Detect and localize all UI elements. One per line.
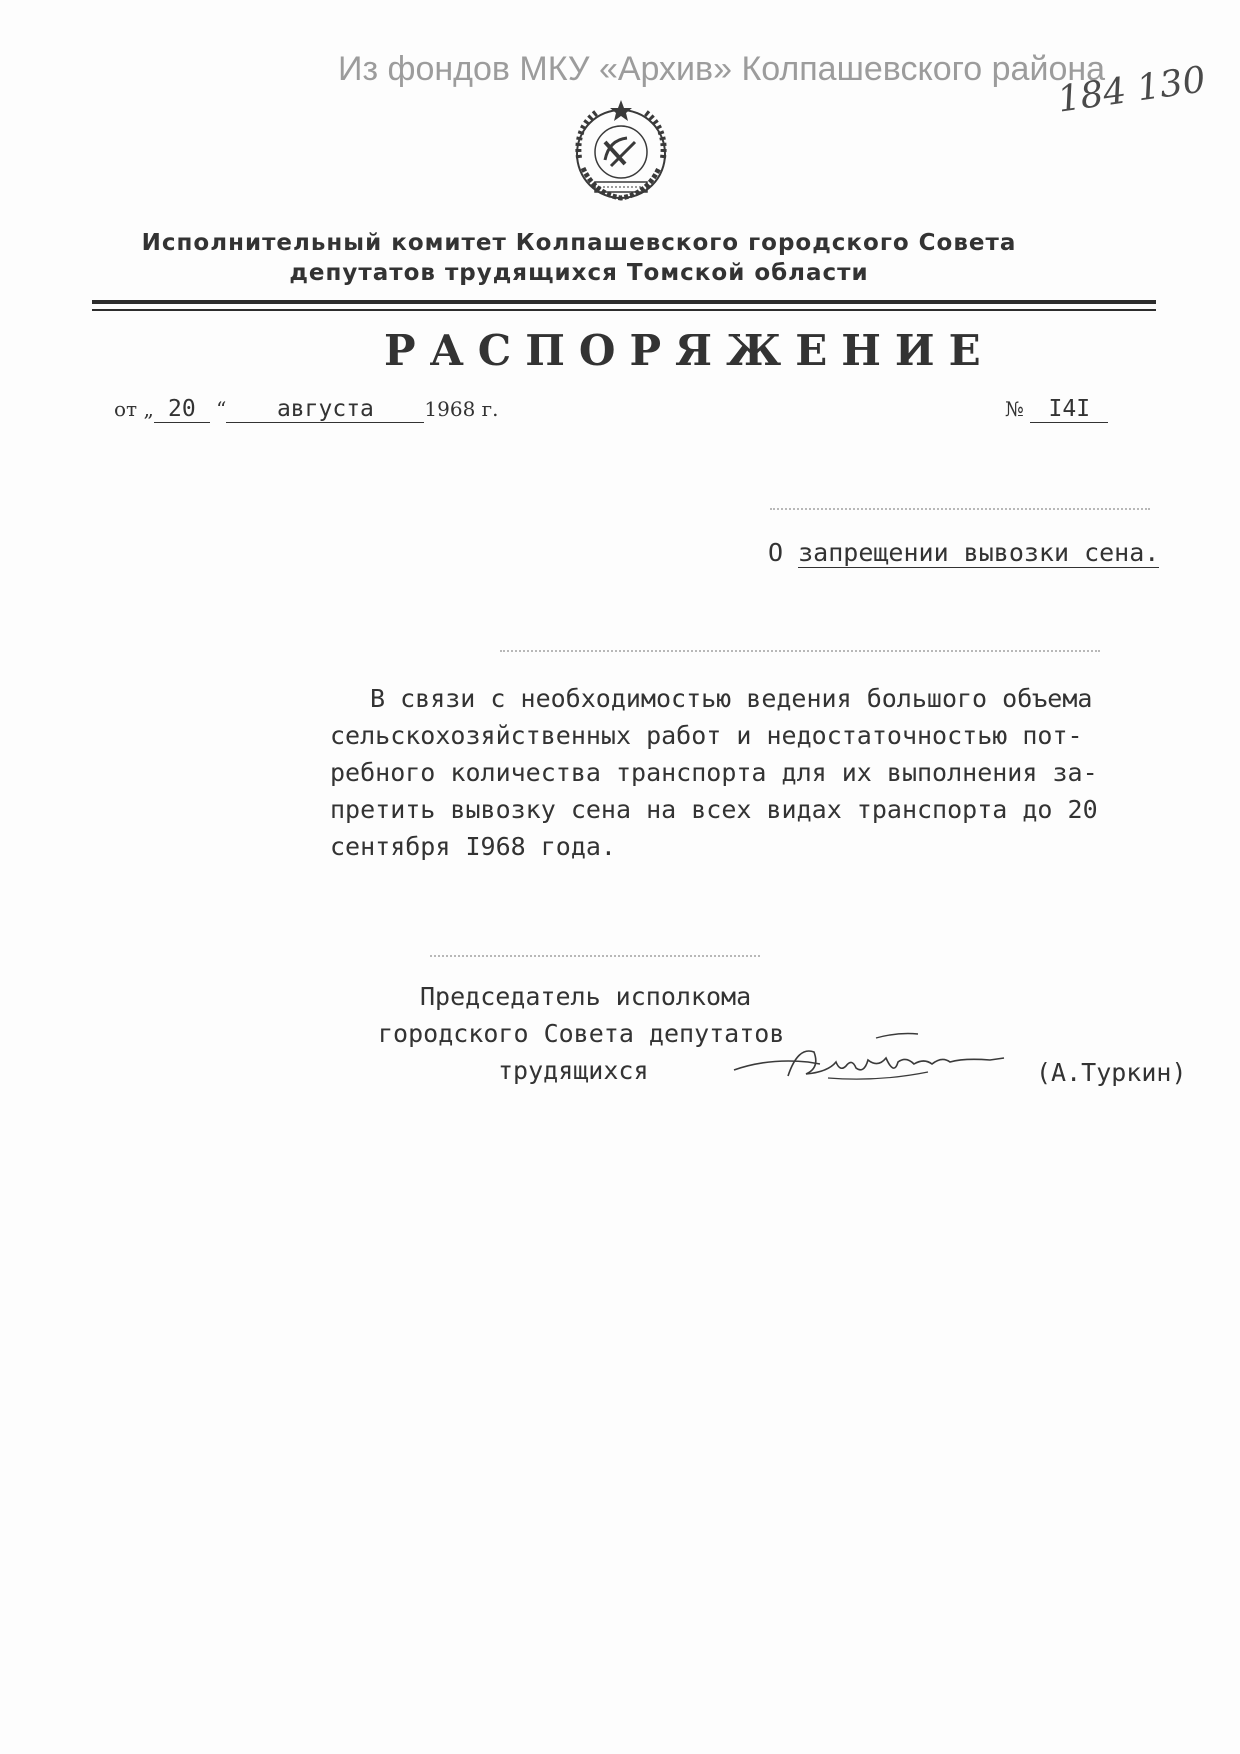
rsfsr-coat-of-arms-icon [565,98,677,212]
faint-dotted-line [770,508,1150,510]
number-value: I4I [1030,396,1108,423]
body-line: претить вывозку сена на всех видах транспорта до 20 [330,795,1098,824]
body-line: ребного количества транспорта для их выполнения за- [330,758,1098,787]
organization-header [0,228,1240,288]
signatory-title-line-2: городского Совета депутатов [378,1019,785,1048]
document-date [114,396,499,423]
signatory-title-line-1: Председатель исполкома [420,982,752,1011]
number-prefix: № [1005,397,1024,421]
subject-text: запрещении вывозки сена. [798,538,1160,567]
body-line: В связи с необходимостью ведения большого объема [370,684,1093,713]
document-number [1005,396,1108,423]
document-subject [768,538,1159,567]
body-line: сентября I968 года. [330,832,616,861]
handwritten-signature [728,1028,1010,1088]
archive-watermark: Из фондов МКУ «Архив» Колпашевского района [338,50,1106,88]
signatory-name: (А.Туркин) [1036,1058,1187,1087]
archive-sheet-number: 184 130 [1055,59,1209,121]
date-day: 20 [154,396,210,423]
body-line: сельскохозяйственных работ и недостаточностью пот- [330,721,1083,750]
faint-dotted-line [500,650,1100,652]
date-prefix: от „ [114,397,154,421]
date-quote: “ [209,397,227,421]
header-rule-thin [92,309,1156,311]
organization-line-1: Исполнительный комитет Колпашевского городского Совета [141,230,1017,256]
organization-line-2: депутатов трудящихся Томской области [289,260,869,286]
document-type-title: РАСПОРЯЖЕНИЕ [384,326,995,375]
faint-dotted-line [430,955,760,957]
document-body [330,680,1110,865]
header-rule-thick [92,300,1156,304]
date-year: 1968 г. [424,397,499,421]
subject-prefix: О [768,538,799,567]
date-month: августа [226,396,424,423]
signatory-title-line-3: трудящихся [498,1056,649,1085]
